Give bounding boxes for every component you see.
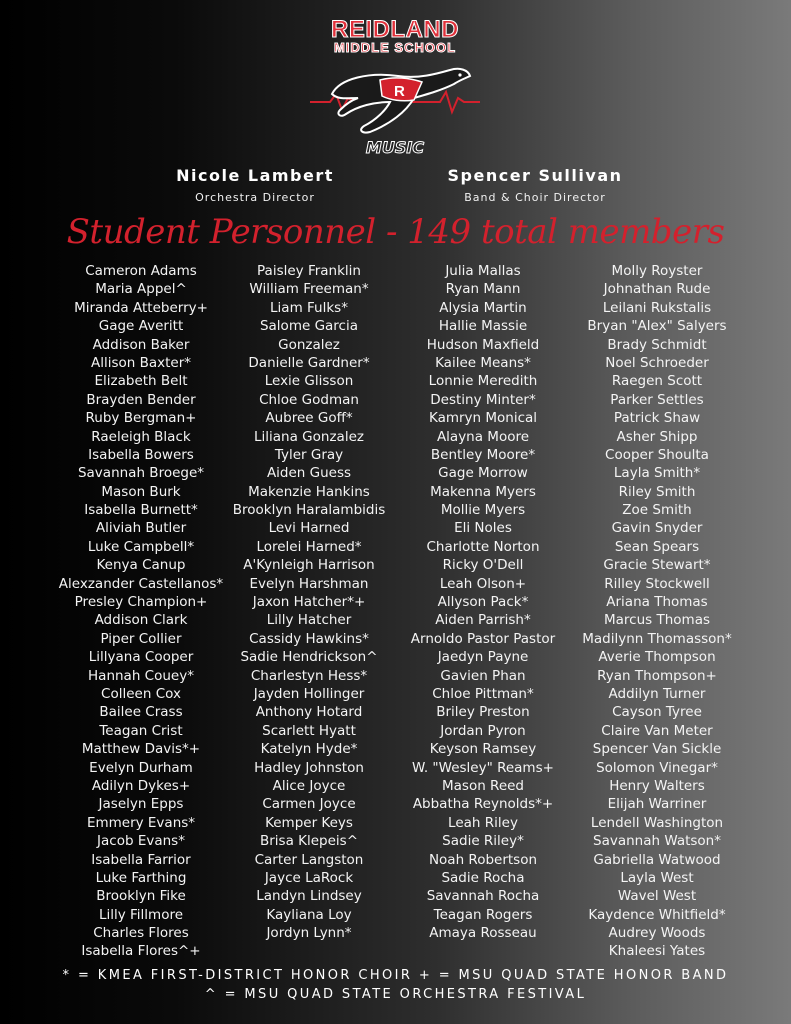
student-name: A'Kynleigh Harrison	[243, 557, 375, 574]
director-role: Band & Choir Director	[464, 191, 606, 204]
student-name: Brayden Bender	[86, 391, 196, 408]
student-name: Carter Langston	[254, 851, 364, 868]
student-name: Liliana Gonzalez	[254, 428, 364, 445]
student-name: Charlestyn Hess*	[250, 667, 368, 684]
student-name: Gonzalez	[278, 336, 340, 353]
student-name: Jaxon Hatcher*+	[252, 594, 366, 611]
student-name: Brooklyn Haralambidis	[232, 502, 386, 519]
student-name: Aiden Guess	[266, 465, 352, 482]
student-name: Mason Reed	[441, 777, 524, 794]
student-name: Presley Champion+	[74, 594, 208, 611]
student-name: Kayliana Loy	[266, 906, 352, 923]
student-name: Arnoldo Pastor Pastor	[410, 630, 556, 647]
student-name: Julia Mallas	[445, 263, 521, 279]
student-name: Matthew Davis*+	[81, 741, 201, 758]
student-name: Noel Schroeder	[605, 354, 709, 371]
student-name: Solomon Vinegar*	[596, 759, 718, 776]
student-name: Tyler Gray	[274, 446, 344, 463]
roster-column-3	[390, 262, 576, 942]
logo-music: MUSIC	[365, 138, 425, 157]
student-name: Sadie Riley*	[442, 833, 524, 850]
student-name: Ryan Thompson+	[597, 667, 717, 684]
student-name: Alice Joyce	[272, 777, 346, 794]
student-name: Lexie Glisson	[264, 373, 354, 390]
student-name: Luke Campbell*	[87, 538, 195, 555]
student-name: Lendell Washington	[590, 814, 724, 831]
student-name: Mason Burk	[101, 483, 181, 500]
student-name: Audrey Woods	[608, 925, 706, 942]
student-name: Alexzander Castellanos*	[58, 575, 224, 592]
student-name: Ruby Bergman+	[85, 410, 197, 427]
student-name: Layla Smith*	[613, 465, 701, 482]
student-name: Teagan Rogers	[433, 906, 533, 923]
student-name: Wavel West	[617, 888, 697, 905]
student-name: Isabella Bowers	[88, 446, 194, 463]
student-name: Jayden Hollinger	[253, 685, 365, 702]
student-name: Carmen Joyce	[262, 796, 356, 813]
greyhound-mascot-icon	[310, 54, 480, 142]
student-name: Claire Van Meter	[601, 722, 713, 739]
student-name: Brooklyn Fike	[96, 888, 186, 905]
student-name: Brady Schmidt	[607, 336, 707, 353]
student-name: Isabella Flores^+	[81, 943, 201, 960]
student-name: Evelyn Durham	[89, 759, 193, 776]
student-name: Ryan Mann	[445, 281, 521, 298]
student-name: Jordyn Lynn*	[266, 925, 352, 942]
student-name: Mollie Myers	[440, 502, 526, 519]
student-name: Adilyn Dykes+	[91, 777, 191, 794]
student-name: Lilly Fillmore	[98, 906, 184, 923]
student-name: Johnathan Rude	[603, 281, 711, 298]
student-name: Rilley Stockwell	[604, 575, 710, 592]
student-name: Hallie Massie	[438, 318, 528, 335]
student-name: Elijah Warriner	[607, 796, 707, 813]
student-name: Aliviah Butler	[95, 520, 187, 537]
student-name: Charles Flores	[93, 925, 189, 942]
director-orchestra	[135, 166, 375, 204]
student-name: Leah Riley	[448, 814, 518, 831]
student-name: Savannah Watson*	[593, 833, 721, 850]
student-name: Molly Royster	[611, 263, 703, 279]
student-name: Kaydence Whitfield*	[588, 906, 726, 923]
student-name: Averie Thompson	[598, 649, 716, 666]
student-name: Cassidy Hawkins*	[249, 630, 369, 647]
student-name: Bentley Moore*	[430, 446, 536, 463]
student-name: Alayna Moore	[436, 428, 530, 445]
student-name: Cameron Adams	[85, 263, 197, 279]
student-name: Asher Shipp	[616, 428, 698, 445]
student-name: Patrick Shaw	[613, 410, 701, 427]
student-name: Kailee Means*	[435, 354, 531, 371]
student-name: Layla West	[620, 869, 694, 886]
student-name: Spencer Van Sickle	[592, 741, 722, 758]
student-name: Madilynn Thomasson*	[582, 630, 732, 647]
student-name: Sean Spears	[614, 538, 700, 555]
student-name: Makenzie Hankins	[248, 483, 370, 500]
student-name: William Freeman*	[249, 281, 369, 298]
student-name: Henry Walters	[609, 777, 705, 794]
student-name: Levi Harned	[268, 520, 350, 537]
student-name: Bryan "Alex" Salyers	[587, 318, 727, 335]
student-name: Amaya Rosseau	[429, 925, 537, 942]
student-name: Gracie Stewart*	[603, 557, 711, 574]
student-name: Keyson Ramsey	[429, 741, 537, 758]
student-name: Zoe Smith	[622, 502, 692, 519]
student-name: Chloe Godman	[259, 391, 359, 408]
student-name: Raegen Scott	[611, 373, 703, 390]
legend	[0, 966, 791, 1004]
student-name: Katelyn Hyde*	[260, 741, 358, 758]
student-name: Kamryn Monical	[428, 410, 538, 427]
student-name: Brisa Klepeis^	[259, 833, 359, 850]
student-name: Ariana Thomas	[606, 594, 708, 611]
student-name: Hannah Couey*	[88, 667, 194, 684]
student-name: Landyn Lindsey	[256, 888, 362, 905]
student-name: Noah Robertson	[428, 851, 538, 868]
logo-subtitle: MIDDLE SCHOOL	[333, 40, 457, 55]
student-name: Alysia Martin	[439, 299, 527, 316]
student-name: Kemper Keys	[265, 814, 353, 831]
student-name: Sadie Hendrickson^	[240, 649, 378, 666]
student-name: Paisley Franklin	[257, 263, 361, 279]
student-name: W. "Wesley" Reams+	[412, 759, 554, 776]
student-name: Isabella Burnett*	[84, 502, 198, 519]
logo-title: REIDLAND	[331, 16, 459, 43]
student-name: Jaselyn Epps	[98, 796, 184, 813]
student-name: Jaedyn Payne	[437, 649, 529, 666]
student-name: Leilani Rukstalis	[602, 299, 712, 316]
student-name: Gage Averitt	[98, 318, 184, 335]
student-name: Miranda Atteberry+	[74, 299, 208, 316]
student-name: Addison Clark	[94, 612, 188, 629]
student-name: Isabella Farrior	[91, 851, 191, 868]
student-name: Hadley Johnston	[254, 759, 364, 776]
student-name: Riley Smith	[618, 483, 696, 500]
director-name: Nicole Lambert	[176, 166, 334, 185]
student-name: Ricky O'Dell	[442, 557, 524, 574]
student-name: Aiden Parrish*	[435, 612, 531, 629]
blanket-letter: R	[394, 83, 405, 100]
student-name: Gabriella Watwood	[593, 851, 721, 868]
student-name: Salome Garcia	[259, 318, 359, 335]
student-name: Makenna Myers	[430, 483, 536, 500]
student-name: Hudson Maxfield	[426, 336, 540, 353]
student-name: Jayce LaRock	[264, 869, 354, 886]
student-name: Gavien Phan	[440, 667, 526, 684]
student-name: Savannah Broege*	[77, 465, 205, 482]
student-name: Addison Baker	[92, 336, 190, 353]
student-name: Cayson Tyree	[612, 704, 702, 721]
student-name: Anthony Hotard	[255, 704, 363, 721]
director-role: Orchestra Director	[195, 191, 315, 204]
student-name: Charlotte Norton	[426, 538, 540, 555]
director-band-choir	[415, 166, 655, 204]
roster-column-4	[564, 262, 750, 961]
student-name: Parker Settles	[610, 391, 704, 408]
student-name: Bailee Crass	[99, 704, 183, 721]
student-name: Allison Baxter*	[90, 354, 192, 371]
student-name: Chloe Pittman*	[432, 685, 534, 702]
student-name: Abbatha Reynolds*+	[412, 796, 554, 813]
student-name: Lilly Hatcher	[266, 612, 352, 629]
student-name: Eli Noles	[454, 520, 512, 537]
student-name: Colleen Cox	[101, 685, 181, 702]
legend-line-1: * = KMEA FIRST-DISTRICT HONOR CHOIR + = MSU QUAD STATE HONOR BAND	[62, 968, 729, 983]
student-name: Jordan Pyron	[440, 722, 526, 739]
student-name: Emmery Evans*	[86, 814, 196, 831]
student-name: Evelyn Harshman	[249, 575, 369, 592]
student-name: Maria Appel^	[95, 281, 187, 298]
student-name: Addilyn Turner	[608, 685, 706, 702]
student-name: Scarlett Hyatt	[262, 722, 356, 739]
roster-column-1	[48, 262, 234, 961]
school-logo	[300, 14, 490, 164]
student-name: Jacob Evans*	[97, 833, 185, 850]
student-name: Lonnie Meredith	[428, 373, 538, 390]
student-name: Teagan Crist	[99, 722, 183, 739]
student-name: Marcus Thomas	[604, 612, 710, 629]
student-name: Lorelei Harned*	[256, 538, 362, 555]
student-name: Briley Preston	[436, 704, 530, 721]
roster-column-2	[216, 262, 402, 942]
student-name: Liam Fulks*	[270, 299, 348, 316]
director-name: Spencer Sullivan	[447, 166, 623, 185]
student-name: Cooper Shoulta	[605, 446, 709, 463]
student-name: Gage Morrow	[438, 465, 528, 482]
student-name: Lillyana Cooper	[88, 649, 194, 666]
student-name: Danielle Gardner*	[248, 354, 370, 371]
student-name: Khaleesi Yates	[608, 943, 706, 960]
student-name: Leah Olson+	[439, 575, 527, 592]
student-name: Gavin Snyder	[611, 520, 703, 537]
student-name: Raeleigh Black	[91, 428, 191, 445]
student-name: Aubree Goff*	[265, 410, 353, 427]
student-name: Luke Farthing	[95, 869, 187, 886]
student-name: Savannah Rocha	[426, 888, 540, 905]
student-name: Piper Collier	[100, 630, 182, 647]
page-title: Student Personnel - 149 total members	[66, 212, 725, 252]
student-name: Allyson Pack*	[437, 594, 529, 611]
student-name: Elizabeth Belt	[94, 373, 188, 390]
student-name: Destiny Minter*	[430, 391, 536, 408]
student-name: Kenya Canup	[96, 557, 186, 574]
legend-line-2: ^ = MSU QUAD STATE ORCHESTRA FESTIVAL	[204, 987, 587, 1002]
student-name: Sadie Rocha	[441, 869, 525, 886]
